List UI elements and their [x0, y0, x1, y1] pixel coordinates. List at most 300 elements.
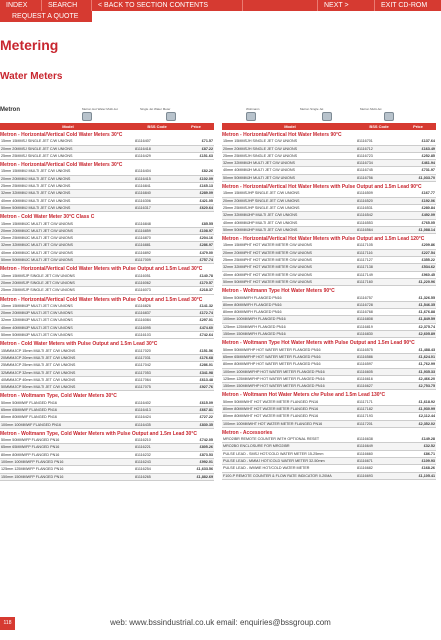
model-cell: 32mm 32MMMJ MULTI JET C/W UNIONS — [1, 191, 71, 196]
model-cell: 25mm 25MMSJ SINGLE JET C/W UNIONS — [1, 153, 73, 158]
model-cell: 65mm 65MMWFP FLANGED PN16 — [1, 445, 60, 450]
model-cell: 125mm 125MMWFHP HOT WATER METER FLANGED PN16 — [223, 376, 325, 381]
table-row[interactable] — [0, 221, 214, 228]
model-cell: PULSE LEAD - SMSJ HOT/COLD WATER METER 15-25mm — [223, 451, 324, 456]
model-header: Model — [284, 124, 296, 129]
price-cell: £218.37 — [199, 288, 213, 293]
table-row[interactable] — [0, 235, 214, 242]
model-cell: 15mm 15MMSJP SINGLE JET C/W UNIONS — [1, 273, 75, 278]
model-cell: 80mm 80MMWF FLANGED PN16 — [1, 415, 57, 420]
request-quote-button[interactable]: REQUEST A QUOTE — [0, 11, 92, 22]
bss-code-cell: 81116418 — [135, 146, 151, 151]
bss-code-cell: 81117127 — [357, 258, 373, 263]
price-cell: £32.52 — [423, 444, 435, 449]
model-cell: 15mm 15MMMJP MULTI JET C/W UNIONS — [1, 303, 73, 308]
model-cell: 80mm 80MMWFH FLANGED PN16 — [223, 302, 282, 307]
bss-code-cell: 81116745 — [357, 168, 373, 173]
section-title: Metron - Woltmann Type, Cold Water Meters with Pulse Output and 1.5m Lead 30°C — [0, 430, 197, 437]
model-cell: 25mm 25MMMJC MULTI JET C/W UNIONS — [1, 236, 73, 241]
bss-code-cell: 81116402 — [135, 400, 151, 405]
price-cell: £742.64 — [199, 333, 213, 338]
table-row[interactable] — [222, 376, 436, 383]
bss-code-cell: 81116254 — [135, 467, 151, 472]
table-row[interactable] — [222, 146, 436, 153]
price-cell: £1,488.43 — [418, 347, 435, 352]
model-cell: 40mm 40MMMJP MULTI JET C/W UNIONS — [1, 325, 73, 330]
price-cell: £204.16 — [199, 236, 213, 241]
table-row[interactable] — [222, 190, 436, 197]
table-row[interactable] — [222, 347, 436, 354]
bss-code-cell: 81117064 — [135, 377, 151, 382]
table-row[interactable] — [0, 257, 214, 264]
bss-code-cell: 81116221 — [135, 445, 151, 450]
brand-label: Metron — [0, 107, 20, 113]
price-cell: £1,624.01 — [418, 354, 435, 359]
product-label: Metron Single Jet — [300, 107, 324, 111]
section-table — [0, 400, 214, 429]
price-cell: £85.55 — [201, 221, 213, 226]
table-row[interactable] — [0, 466, 214, 473]
section-table — [0, 303, 214, 339]
price-cell: £765.05 — [421, 220, 435, 225]
table-row[interactable] — [222, 302, 436, 309]
table-row[interactable] — [0, 384, 214, 391]
section-table — [222, 347, 436, 391]
section-title: Metron - Woltmann Type Hot Water Meters with Pulse Output and 1.5m Lead 90°C — [222, 340, 415, 347]
table-row[interactable] — [0, 242, 214, 249]
model-cell: 50MMMJCP 50mm MULTI JET C/W UNIONS — [1, 385, 76, 390]
table-row[interactable] — [222, 153, 436, 160]
model-cell: 20mm 20MMSJHP SINGLE JET C/W UNIONS — [223, 198, 300, 203]
table-row[interactable] — [222, 443, 436, 450]
meter-image — [384, 112, 394, 121]
table-row[interactable] — [222, 160, 436, 167]
model-cell: F100-P REMOTE COUNTER & FLOW RATE INDICATOR 0-20MA — [223, 473, 332, 478]
price-cell: £168.26 — [421, 466, 435, 471]
table-row[interactable] — [0, 176, 214, 183]
table-header — [222, 123, 436, 130]
price-cell: £209.86 — [421, 243, 435, 248]
price-cell: £2,466.20 — [418, 376, 435, 381]
bss-code-cell: 81116638 — [357, 437, 373, 442]
model-cell: 32mm 32MMMJP MULTI JET C/W UNIONS — [1, 318, 73, 323]
table-row[interactable] — [222, 369, 436, 376]
bss-code-cell: 81116404 — [135, 169, 151, 174]
model-cell: 50mm 50MMMJH MULTI JET C/W UNIONS — [223, 175, 295, 180]
section-table — [222, 399, 436, 428]
table-row[interactable] — [222, 465, 436, 472]
footer-contact[interactable]: web: www.bssindustrial.co.uk email: enquiries@bssgroup.com — [110, 618, 331, 627]
price-cell: £534.62 — [421, 265, 435, 270]
table-row[interactable] — [222, 473, 436, 480]
model-cell: 80mm 80MMWHT HOT WATER METER FLANGED PN16 — [223, 414, 319, 419]
nav-spacer — [243, 0, 318, 11]
price-cell: £492.09 — [421, 213, 435, 218]
section-title: Metron - Woltmann Type Hot Water Meters 90°C — [222, 288, 335, 295]
section-table — [222, 138, 436, 182]
price-cell: £141.32 — [199, 303, 213, 308]
table-row[interactable] — [222, 324, 436, 331]
bss-code-header: BSS Code — [147, 124, 167, 129]
table-row[interactable] — [0, 422, 214, 429]
price-cell: £2,375.74 — [418, 324, 435, 329]
table-row[interactable] — [222, 316, 436, 323]
table-row[interactable] — [0, 146, 214, 153]
table-row[interactable] — [0, 228, 214, 235]
model-cell: 50mm 50MMMJ MULTI JET C/W UNIONS — [1, 205, 71, 210]
model-cell: 100mm 100MMWHT HOT WATER METER FLANGED PN16 — [223, 421, 323, 426]
page-title: Metering — [0, 37, 59, 53]
model-cell: 15mm 15MMPHT HOT WATER METER C/W UNIONS — [223, 243, 312, 248]
bss-code-cell: 81117149 — [357, 272, 373, 277]
bss-code-cell: 81116424 — [135, 415, 151, 420]
table-row[interactable] — [0, 325, 214, 332]
price-cell: £615.09 — [199, 400, 213, 405]
price-cell: £421.05 — [199, 198, 213, 203]
section-title: Metron - Cold Water Meters with Pulse Output and 1.5m Lead 30°C — [0, 341, 158, 348]
product-strip — [0, 104, 441, 124]
bss-code-cell: 81116728 — [357, 302, 373, 307]
bss-code-cell: 81116671 — [357, 459, 373, 464]
table-row[interactable] — [0, 474, 214, 481]
bss-code-header: BSS Code — [369, 124, 389, 129]
price-cell: £479.00 — [199, 250, 213, 255]
model-cell: 32mm 32MMMJH MULTI JET C/W UNIONS — [223, 161, 295, 166]
table-row[interactable] — [222, 257, 436, 264]
price-cell: £1,326.55 — [418, 295, 435, 300]
bss-code-cell: 81117042 — [135, 363, 151, 368]
bss-code-cell: 81117160 — [357, 279, 373, 284]
bss-code-cell: 81116660 — [357, 451, 373, 456]
left-column — [0, 123, 214, 481]
table-row[interactable] — [0, 317, 214, 324]
price-cell: £170.57 — [199, 280, 213, 285]
bss-code-cell: 81116531 — [357, 205, 373, 210]
table-row[interactable] — [222, 264, 436, 271]
bss-code-cell: 81116682 — [357, 466, 373, 471]
table-row[interactable] — [222, 227, 436, 234]
price-cell: £151.56 — [199, 348, 213, 353]
table-row[interactable] — [0, 250, 214, 257]
price-cell: £1,849.59 — [418, 317, 435, 322]
table-row[interactable] — [0, 414, 214, 421]
price-cell: £960.45 — [421, 272, 435, 277]
table-row[interactable] — [222, 361, 436, 368]
page-number: 118 — [0, 617, 15, 630]
table-row[interactable] — [222, 250, 436, 257]
model-cell: 25mm 25MMMJ MULTI JET C/W UNIONS — [1, 184, 71, 189]
nav-exit-link[interactable]: EXIT CD-ROM — [381, 2, 428, 9]
section-table — [0, 221, 214, 265]
section-table — [222, 295, 436, 339]
table-row[interactable] — [0, 168, 214, 175]
model-cell: 15mm 15MMMJ MULTI JET C/W UNIONS — [1, 169, 71, 174]
nav-index-link[interactable]: INDEX — [0, 0, 42, 11]
table-row[interactable] — [222, 242, 436, 249]
model-cell: 40mm 40MMMJHP MULTI JET C/W UNIONS — [223, 220, 298, 225]
table-row[interactable] — [222, 383, 436, 390]
table-row[interactable] — [0, 355, 214, 362]
nav-back-link[interactable]: < BACK TO SECTION CONTENTS — [92, 0, 243, 11]
model-cell: 40mm 40MMMJC MULTI JET C/W UNIONS — [1, 250, 73, 255]
model-cell: 40mm 40MMMJ MULTI JET C/W UNIONS — [1, 198, 71, 203]
table-row[interactable] — [222, 406, 436, 413]
table-row[interactable] — [222, 458, 436, 465]
price-cell: £731.97 — [421, 168, 435, 173]
table-row[interactable] — [0, 362, 214, 369]
price-cell: £355.22 — [421, 258, 435, 263]
model-cell: 100mm 100MMWF FLANGED PN16 — [1, 422, 62, 427]
model-cell: 20mm 20MMSJ SINGLE JET C/W UNIONS — [1, 146, 73, 151]
nav-next-link[interactable]: NEXT > — [318, 0, 375, 11]
model-cell: 150mm 150MMWFH FLANGED PN16 — [223, 332, 286, 337]
table-row[interactable] — [222, 198, 436, 205]
price-cell: £2,605.89 — [418, 332, 435, 337]
price-cell: £109.93 — [421, 459, 435, 464]
bss-code-cell: 81117116 — [357, 250, 373, 255]
table-row[interactable] — [222, 399, 436, 406]
price-cell: £167.77 — [421, 191, 435, 196]
section-table — [0, 273, 214, 295]
table-row[interactable] — [0, 437, 214, 444]
price-cell: £1,762.99 — [418, 362, 435, 367]
table-row[interactable] — [222, 279, 436, 286]
section-title: Metron - Horizontal/Vertical Cold Water Meters with Pulse Output and 1.5m Lead 30°C — [0, 296, 203, 303]
price-cell: £1,633.56 — [196, 467, 213, 472]
model-cell: 20mm 20MMSJP SINGLE JET C/W UNIONS — [1, 280, 75, 285]
bss-code-cell: 81116693 — [357, 473, 373, 478]
price-cell: £227.54 — [421, 250, 435, 255]
model-cell: 125mm 125MMWFP FLANGED PN16 — [1, 467, 64, 472]
model-cell: 20MMMJCP 20mm MULTI JET C/W UNIONS — [1, 355, 76, 360]
product-label: Metron Hot Water Multi-Jet — [82, 107, 118, 111]
top-nav-bar — [0, 0, 441, 11]
price-cell: £286.97 — [199, 243, 213, 248]
price-cell: £2,753.75 — [418, 384, 435, 389]
meter-image — [246, 112, 256, 121]
table-row[interactable] — [0, 153, 214, 160]
bss-code-cell: 81116265 — [135, 474, 151, 479]
table-row[interactable] — [222, 331, 436, 338]
table-row[interactable] — [0, 190, 214, 197]
model-cell: 100mm 100MMWFP FLANGED PN16 — [1, 460, 64, 465]
model-cell: 32mm 32MMMJHP MULTI JET C/W UNIONS — [223, 213, 298, 218]
price-cell: £2,112.44 — [418, 414, 435, 419]
bss-code-cell: 81116062 — [135, 280, 151, 285]
price-cell: £474.60 — [199, 325, 213, 330]
model-cell: 32mm 32MMPHT HOT WATER METER C/W UNIONS — [223, 265, 312, 270]
table-row[interactable] — [0, 452, 214, 459]
table-row[interactable] — [0, 459, 214, 466]
bss-code-cell: 81116413 — [135, 407, 151, 412]
section-title: Metron - Horizontal/Vertical Cold Water Meters 30°C — [0, 162, 123, 169]
bss-code-cell: 81116756 — [357, 175, 373, 180]
table-row[interactable] — [0, 444, 214, 451]
price-cell: £1,618.92 — [418, 399, 435, 404]
model-cell: 65mm 65MMWF FLANGED PN16 — [1, 407, 57, 412]
table-row[interactable] — [222, 272, 436, 279]
bss-code-cell: 81116892 — [135, 250, 151, 255]
meter-image — [82, 112, 92, 121]
bss-code-cell: 81117138 — [357, 265, 373, 270]
price-cell: £102.09 — [199, 176, 213, 181]
table-row[interactable] — [0, 280, 214, 287]
model-cell: 20mm 20MMMJC MULTI JET C/W UNIONS — [1, 228, 73, 233]
table-row[interactable] — [222, 413, 436, 420]
section-title: Metron - Woltmann Hot Water Meters c/w Pulse and 1.5m Lead 130°C — [222, 392, 386, 399]
table-row[interactable] — [0, 310, 214, 317]
table-row[interactable] — [0, 287, 214, 294]
bss-code-cell: 81117075 — [135, 385, 151, 390]
table-row[interactable] — [0, 303, 214, 310]
table-row[interactable] — [222, 167, 436, 174]
price-cell: £286.01 — [199, 363, 213, 368]
price-cell: £757.74 — [199, 258, 213, 263]
model-cell: 32MMMJCP 32mm MULTI JET C/W UNIONS — [1, 370, 76, 375]
table-row[interactable] — [222, 220, 436, 227]
product-label: Single Jet Water Meter — [140, 107, 171, 111]
table-row[interactable] — [222, 175, 436, 182]
price-cell: £1,088.14 — [418, 227, 435, 232]
price-cell: £927.76 — [199, 385, 213, 390]
price-cell: £140.78 — [199, 273, 213, 278]
bss-code-cell: 81116210 — [135, 438, 151, 443]
table-row[interactable] — [222, 138, 436, 145]
bss-code-cell: 81116819 — [357, 324, 373, 329]
model-header: Model — [62, 124, 74, 129]
bss-code-cell: 81116407 — [135, 139, 151, 144]
bss-code-cell: 81116837 — [135, 311, 151, 316]
model-cell: 40MMMJCP 40mm MULTI JET C/W UNIONS — [1, 377, 76, 382]
model-cell: 20mm 20MMMJ MULTI JET C/W UNIONS — [1, 176, 71, 181]
bss-code-cell: 81116520 — [357, 198, 373, 203]
table-row[interactable] — [0, 138, 214, 145]
price-cell: £727.22 — [199, 415, 213, 420]
nav-search-link[interactable]: SEARCH — [42, 0, 92, 11]
model-cell: 125mm 125MMWFH FLANGED PN16 — [223, 324, 286, 329]
price-cell: £172.74 — [199, 311, 213, 316]
bss-code-cell: 81117020 — [135, 348, 151, 353]
table-row[interactable] — [0, 332, 214, 339]
table-row[interactable] — [0, 348, 214, 355]
model-cell: 20mm 20MMMJP MULTI JET C/W UNIONS — [1, 311, 73, 316]
bss-code-cell: 81117031 — [135, 355, 151, 360]
model-cell: 40mm 40MMMJH MULTI JET C/W UNIONS — [223, 168, 295, 173]
price-cell: £992.01 — [199, 460, 213, 465]
model-cell: 25mm 25MMSJP SINGLE JET C/W UNIONS — [1, 288, 75, 293]
table-row[interactable] — [222, 354, 436, 361]
price-cell: £297.01 — [199, 318, 213, 323]
table-row[interactable] — [222, 451, 436, 458]
price-cell: £667.81 — [199, 407, 213, 412]
bss-code-cell: 81116841 — [135, 184, 151, 189]
price-cell: £149.28 — [421, 437, 435, 442]
right-column — [222, 123, 436, 480]
table-row[interactable] — [0, 370, 214, 377]
model-cell: PULSE LEAD - MMMJ HOT/COLD WATER METER 32-50mm — [223, 459, 325, 464]
table-row[interactable] — [0, 400, 214, 407]
table-row[interactable] — [0, 205, 214, 212]
model-cell: 15mm 15MMSJHP SINGLE JET C/W UNIONS — [223, 191, 300, 196]
bss-code-cell: 81116605 — [357, 369, 373, 374]
section-title: Metron - Horizontal/Vertical Hot Water Meters with Pulse Output and 1.5m Lead 90°C — [222, 184, 422, 191]
bss-code-cell: 81116768 — [357, 310, 373, 315]
table-row[interactable] — [222, 436, 436, 443]
bss-code-cell: 81116723 — [357, 153, 373, 158]
table-row[interactable] — [222, 205, 436, 212]
price-cell: £461.94 — [421, 161, 435, 166]
table-row[interactable] — [0, 183, 214, 190]
price-cell: £805.26 — [199, 445, 213, 450]
section-table — [0, 348, 214, 392]
model-cell: 32mm 32MMMJC MULTI JET C/W UNIONS — [1, 243, 73, 248]
section-title: Metron - Horizontal/Vertical Cold Water Meters 30°C — [0, 132, 123, 138]
bss-code-cell: 81116840 — [135, 191, 151, 196]
model-cell: 100mm 100MMWFH FLANGED PN16 — [223, 317, 286, 322]
price-cell: £613.48 — [199, 377, 213, 382]
price-cell: £86.71 — [423, 451, 435, 456]
section-title: Metron - Horizontal/Vertical Hot Water Meters 90°C — [222, 132, 342, 138]
bss-code-cell: 81116051 — [135, 273, 151, 278]
bss-code-cell: 81116084 — [135, 318, 151, 323]
model-cell: 50mm 50MMWFP FLANGED PN16 — [1, 438, 60, 443]
price-cell: £192.06 — [421, 198, 435, 203]
model-cell: 25MMMJCP 25mm MULTI JET C/W UNIONS — [1, 363, 76, 368]
bss-code-cell: 81116859 — [135, 228, 151, 233]
bss-code-cell: 81116734 — [357, 161, 373, 166]
price-cell: £873.53 — [199, 452, 213, 457]
meter-image — [322, 112, 332, 121]
section-table — [222, 436, 436, 480]
section-table — [222, 190, 436, 234]
table-row[interactable] — [0, 273, 214, 280]
table-row[interactable] — [222, 295, 436, 302]
model-cell: 50mm 50MMMJC MULTI JET C/W UNIONS — [1, 258, 73, 263]
product-label: Woltmann — [246, 107, 260, 111]
bss-code-cell: 81116881 — [135, 243, 151, 248]
bss-code-cell: 81116103 — [135, 333, 151, 338]
price-cell: £71.57 — [201, 139, 213, 144]
table-row[interactable] — [222, 309, 436, 316]
table-row[interactable] — [222, 212, 436, 219]
section-table — [0, 138, 214, 160]
section-title: Metron - Cold Water Meter 30°C Class C — [0, 214, 95, 221]
model-cell: 50mm 50MMWFH FLANGED PN16 — [223, 295, 282, 300]
model-cell: 50mm 50MMWF FLANGED PN16 — [1, 400, 57, 405]
bss-code-cell: 81116826 — [135, 303, 151, 308]
model-cell: MRO2IBR REMOTE COUNTER WITH OPTIONAL RESET — [223, 437, 320, 442]
table-row[interactable] — [222, 421, 436, 428]
bss-code-cell: 81116808 — [357, 317, 373, 322]
model-cell: 50mm 50MMPHT HOT WATER METER C/W UNIONS — [223, 279, 312, 284]
section-title: Metron - Horizontal/Vertical Hot Water Meters with Pulse Output and 1.5m Lead 120°C — [222, 236, 425, 243]
product-label: Metron Multi-Jet — [360, 107, 382, 111]
price-cell: £87.22 — [201, 146, 213, 151]
price-header: Price — [413, 124, 423, 129]
price-cell: £137.64 — [421, 139, 435, 144]
section-table — [0, 437, 214, 481]
bss-code-cell: 81116627 — [357, 384, 373, 389]
table-row[interactable] — [0, 377, 214, 384]
bss-code-cell: 81116095 — [135, 325, 151, 330]
model-cell: 80mm 80MMWHT HOT WATER METER FLANGED PN16 — [223, 406, 319, 411]
table-row[interactable] — [0, 407, 214, 414]
model-cell: 50mm 50MMMJHP MULTI JET C/W UNIONS — [223, 227, 298, 232]
model-cell: 15mm 15MMSJH SINGLE JET C/W UNIONS — [223, 139, 298, 144]
table-row[interactable] — [0, 198, 214, 205]
bss-code-cell: 81116649 — [357, 444, 373, 449]
bss-code-cell: 81116830 — [357, 332, 373, 337]
